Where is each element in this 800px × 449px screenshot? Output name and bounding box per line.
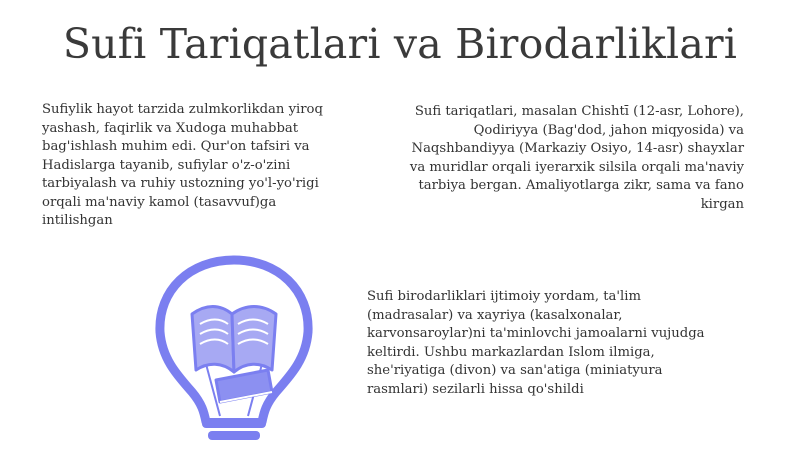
paragraph-bottom: Sufi birodarliklari ijtimoiy yordam, ta'lim (madrasalar) va xayriya (kasalxonalar, karvonsaroylar)ni ta'minlovchi jamoalarni vujudga keltirdi. Ushbu markazlardan Islom ilmiga, she'riyatiga (divon) va san'atiga (miniatyura rasmlari) sezilarli hissa qo'shildi [367,289,705,397]
lightbulb-book-icon [150,252,318,445]
slide-title: Sufi Tariqatlari va Birodarliklari [62,20,738,68]
paragraph-right: Sufi tariqatlari, masalan Chishtī (12-asr, Lohore), Qodiriyya (Bag'dod, jahon miqyosida) va Naqshbandiyya (Markaziy Osiyo, 14-asr) shayxlar va muridlar orqali iyerarxik silsila orqali ma'naviy tarbiya bergan. Amaliyotlarga zikr, sama va fano kirgan [409,104,744,212]
paragraph-left: Sufiylik hayot tarzida zulmkorlikdan yiroq yashash, faqirlik va Xudoga muhabbat bag'ishlash muhim edi. Qur'on tafsiri va Hadislarga tayanib, sufiylar o'z-o'zini tarbiyalash va ruhiy ustozning yo'l-yo'rigi orqali ma'naviy kamol (tasavvuf)ga intilishgan [42,102,323,228]
